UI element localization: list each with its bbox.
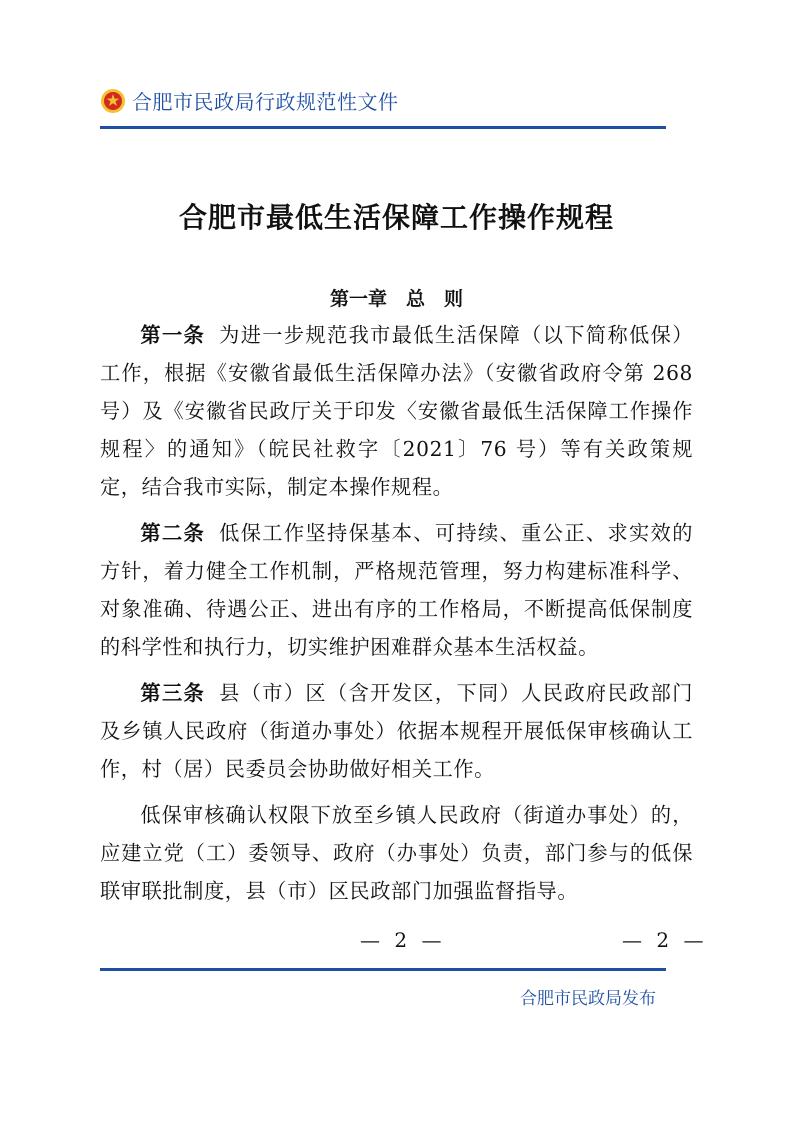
page-number-right: — 2 — (622, 928, 708, 952)
footer-divider (100, 968, 666, 971)
paragraph-text: 低保审核确认权限下放至乡镇人民政府（街道办事处）的，应建立党（工）委领导、政府（办事处）负责，部门参与的低保联审联批制度，县（市）区民政部门加强监督指导。 (100, 803, 693, 903)
paragraph-text: 低保工作坚持保基本、可持续、重公正、求实效的方针，着力健全工作机制，严格规范管理，努力构建标准科学、对象准确、待遇公正、进出有序的工作格局，不断提高低保制度的科学性和执行力，切实维护困难群众基本生活权益。 (100, 521, 693, 659)
document-body (100, 316, 693, 918)
header-divider (100, 126, 666, 129)
article-label: 第一条 (140, 323, 206, 347)
article-label: 第三条 (140, 681, 206, 705)
page-number: — 2 — (360, 928, 446, 952)
paragraph-article-3 (100, 674, 693, 788)
paragraph-continuation (100, 796, 693, 910)
paragraph-article-2 (100, 514, 693, 666)
national-emblem-icon (100, 88, 126, 114)
document-header (100, 86, 399, 115)
paragraph-article-1 (100, 316, 693, 506)
header-title: 合肥市民政局行政规范性文件 (132, 90, 399, 114)
paragraph-text: 县（市）区（含开发区，下同）人民政府民政部门及乡镇人民政府（街道办事处）依据本规程开展低保审核确认工作，村（居）民委员会协助做好相关工作。 (100, 681, 693, 781)
footer-publisher: 合肥市民政局发布 (520, 989, 656, 1009)
document-title: 合肥市最低生活保障工作操作规程 (178, 201, 614, 234)
paragraph-text: 为进一步规范我市最低生活保障（以下简称低保）工作，根据《安徽省最低生活保障办法》（安徽省政府令第 268 号）及《安徽省民政厅关于印发〈安徽省最低生活保障工作操作规程〉的通知》（皖民社救字〔2021〕76 号）等有关政策规定，结合我市实际，制定本操作规程。 (100, 323, 693, 499)
chapter-heading: 第一章 总 则 (329, 288, 463, 310)
article-label: 第二条 (140, 521, 206, 545)
